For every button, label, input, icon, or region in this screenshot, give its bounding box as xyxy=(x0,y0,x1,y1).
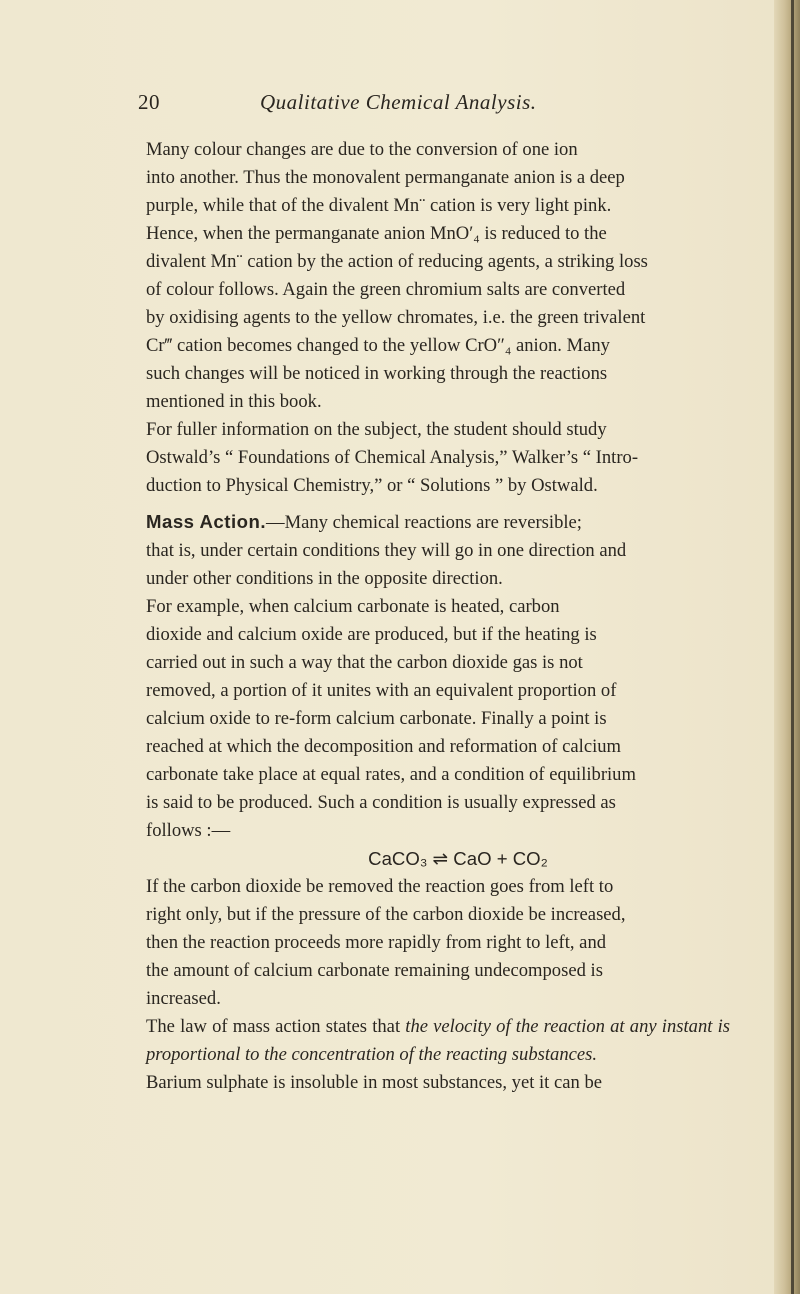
line: that is, under certain conditions they will go in one direction and xyxy=(146,540,627,561)
line: into another. Thus the monovalent permanganate anion is a deep xyxy=(146,167,625,188)
line: reached at which the decomposition and reformation of calcium xyxy=(146,736,621,757)
line: right only, but if the pressure of the carbon dioxide be increased, xyxy=(146,904,626,925)
line: calcium oxide to re-form calcium carbonate. Finally a point is xyxy=(146,708,607,729)
line: follows :— xyxy=(146,820,231,841)
line: removed, a portion of it unites with an equivalent proportion of xyxy=(146,680,617,701)
line: Ostwald’s “ Foundations of Chemical Analysis,” Walker’s “ Intro- xyxy=(146,447,639,468)
running-title: Qualitative Chemical Analysis. xyxy=(260,90,537,114)
page-edge-line xyxy=(791,0,794,1294)
page-edge-shadow xyxy=(774,0,800,1294)
paragraph-example xyxy=(146,593,730,845)
paragraph-ion-colour xyxy=(146,136,730,416)
law-lead-text: The law of mass action states that xyxy=(146,1016,406,1037)
line: carried out in such a way that the carbon dioxide gas is not xyxy=(146,652,583,673)
equilibrium-equation: CaCO₃ ⇌ CaO + CO₂ xyxy=(368,848,548,869)
section-heading: Mass Action. xyxy=(146,511,266,532)
line: —Many chemical reactions are reversible; xyxy=(266,512,582,533)
line: For example, when calcium carbonate is heated, carbon xyxy=(146,596,560,617)
line: increased. xyxy=(146,988,221,1009)
line: the amount of calcium carbonate remaining undecomposed is xyxy=(146,960,603,981)
line: For fuller information on the subject, the student should study xyxy=(146,419,607,440)
line: divalent Mn¨ cation by the action of reducing agents, a striking loss xyxy=(146,251,648,272)
line: If the carbon dioxide be removed the reaction goes from left to xyxy=(146,876,614,897)
line: then the reaction proceeds more rapidly from right to left, and xyxy=(146,932,607,953)
line: mentioned in this book. xyxy=(146,391,322,412)
paragraph-further-reading xyxy=(146,416,730,500)
line: Cr‴ cation becomes changed to the yellow CrO″₄ anion. Many xyxy=(146,335,610,356)
page-number: 20 xyxy=(138,90,160,114)
line: under other conditions in the opposite direction. xyxy=(146,568,503,589)
line: by oxidising agents to the yellow chromates, i.e. the green trivalent xyxy=(146,307,646,328)
line: Hence, when the permanganate anion MnO′₄ is reduced to the xyxy=(146,223,607,244)
line: duction to Physical Chemistry,” or “ Solutions ” by Ostwald. xyxy=(146,475,598,496)
line: carbonate take place at equal rates, and a condition of equilibrium xyxy=(146,764,636,785)
line: of colour follows. Again the green chromium salts are converted xyxy=(146,279,626,300)
paragraph-law-of-mass-action xyxy=(146,1013,730,1069)
line: dioxide and calcium oxide are produced, but if the heating is xyxy=(146,624,597,645)
paragraph-barium-sulphate: Barium sulphate is insoluble in most substances, yet it can be xyxy=(146,1072,602,1093)
paragraph-mass-action xyxy=(146,508,730,593)
body-text xyxy=(146,136,730,1097)
line: purple, while that of the divalent Mn¨ cation is very light pink. xyxy=(146,195,612,216)
line: Many colour changes are due to the conversion of one ion xyxy=(146,139,578,160)
law-statement: the velocity of the reaction at any instant is proportional to the concentration of the reacting substances. xyxy=(146,1016,730,1065)
line: such changes will be noticed in working through the reactions xyxy=(146,363,608,384)
paragraph-removal xyxy=(146,873,730,1013)
line: is said to be produced. Such a condition is usually expressed as xyxy=(146,792,616,813)
